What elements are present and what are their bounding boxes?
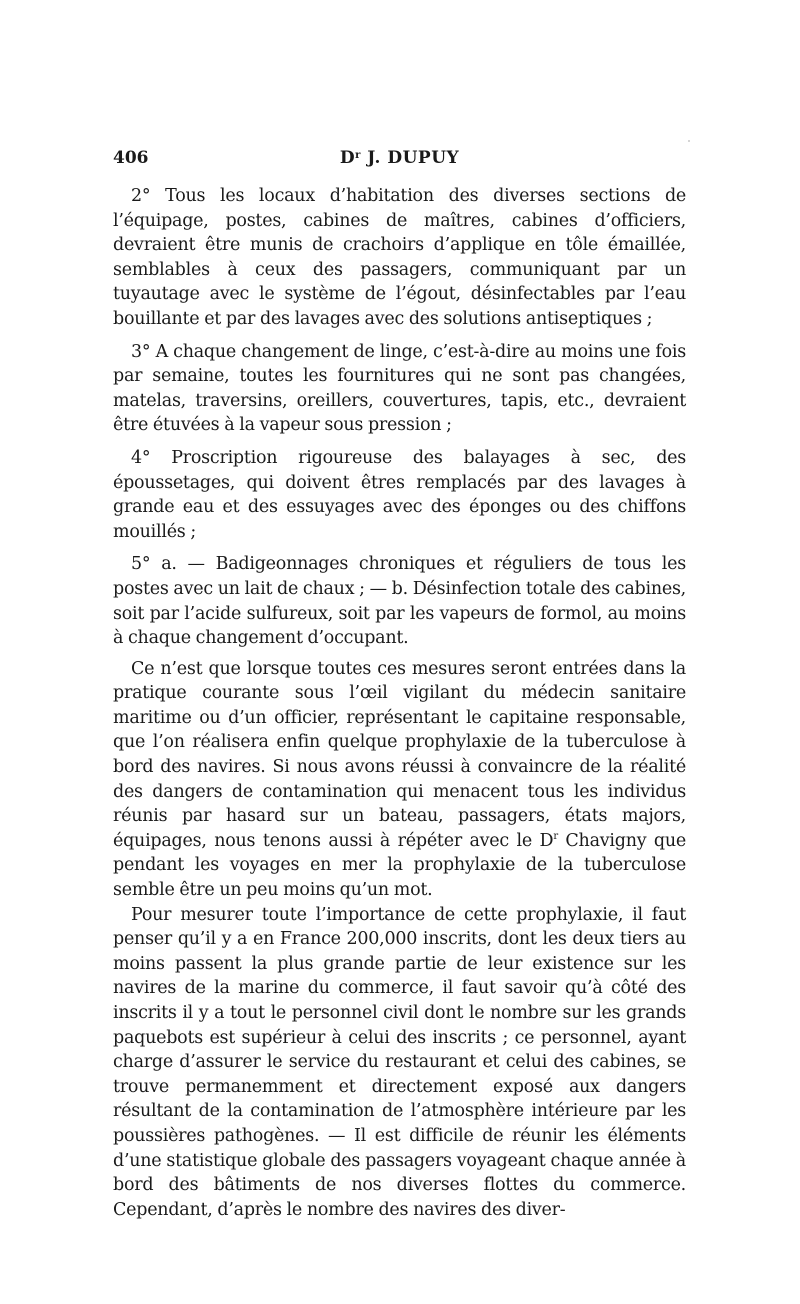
author-name: J. DUPUY xyxy=(360,148,460,168)
doctor-abbrev-sup: r xyxy=(553,831,558,843)
author-prefix: D xyxy=(339,148,356,168)
paragraph-item-2 xyxy=(113,184,686,332)
paper-speck xyxy=(688,140,690,142)
paragraph-text: Proscription rigoureuse des balayages à sec, des époussetages, qui doivent êtres remplacés par des lavages à grande eau et des essuyages avec des éponges ou des chiffons mouillés ; xyxy=(113,447,686,542)
item-number: 4° xyxy=(131,447,172,468)
paragraph-text: Badigeonnages chroniques et réguliers de tous les postes avec un lait de chaux ; — b. Désinfection totale des cabines, soit par l’acide sulfureux, soit par les vapeurs de formol, au moins à chaque changement d’occupant. xyxy=(113,554,686,649)
paragraph-statistics xyxy=(113,903,686,1223)
paragraph-text: Pour mesurer toute l’importance de cette prophylaxie, il faut penser qu’il y a en France 200,000 inscrits, dont les deux tiers au moins passent la plus grande partie de leur existence sur les navires de la marine du commerce, il faut savoir qu’à côté des inscrits il y a tout le personnel civil dont le nombre sur les grands paquebots est supérieur à celui des inscrits ; ce personnel, ayant charge d’assurer le service du restaurant et celui des cabines, se trouve permanemment et directement exposé aux dangers résultant de la contamination de l’atmosphère intérieure par les poussières pathogènes. — Il est difficile de réunir les éléments d’une statistique globale des passagers voyageant chaque année à bord des bâtiments de nos diverses flottes du commerce. Cependant, d’après le nombre des navires des diver- xyxy=(113,904,686,1220)
page-header xyxy=(113,148,686,172)
paragraph-text: Ce n’est que lorsque toutes ces mesures seront entrées dans la pratique courante sous l’œil vigilant du médecin sanitaire maritime ou d’un officier, représentant le capitaine responsable, que l’on réalisera enfin quelque prophylaxie de la tuberculose à bord des navires. Si nous avons réussi à convaincre de la réalité des dangers de contamination qui menacent tous les individus réunis par hasard sur un bateau, passagers, états majors, équipages, nous tenons aussi à répéter avec le D xyxy=(113,658,686,851)
paragraph-conclusion xyxy=(113,657,686,903)
paragraph-item-5 xyxy=(113,552,686,650)
item-number: 3° xyxy=(131,341,156,362)
page-number: 406 xyxy=(113,148,149,168)
paragraph-text: Tous les locaux d’habitation des diverses sections de l’équipage, postes, cabines de maîtres, cabines d’officiers, devraient être munis de crachoirs d’applique en tôle émaillée, semblables à ceux des passagers, communiquant par un tuyautage avec le système de l’égout, désinfectables par l’eau bouillante et par des lavages avec des solutions antiseptiques ; xyxy=(113,186,686,329)
paragraph-item-3 xyxy=(113,340,686,438)
running-head xyxy=(113,148,686,168)
item-number: 5° a. — xyxy=(131,554,216,575)
paragraph-text-continued: Chavigny que pendant les voyages en mer la prophylaxie de la tuberculose semble être un peu moins qu’un mot. xyxy=(113,830,686,901)
item-number: 2° xyxy=(131,186,166,206)
paragraph-text: A chaque changement de linge, c’est-à-dire au moins une fois par semaine, toutes les fournitures qui ne sont pas changées, matelas, traversins, oreillers, couvertures, tapis, etc., devraient être étuvées à la vapeur sous pression ; xyxy=(113,341,686,436)
author-prefix-sup: r xyxy=(355,150,361,161)
body-text xyxy=(113,184,686,1222)
paragraph-item-4 xyxy=(113,446,686,544)
